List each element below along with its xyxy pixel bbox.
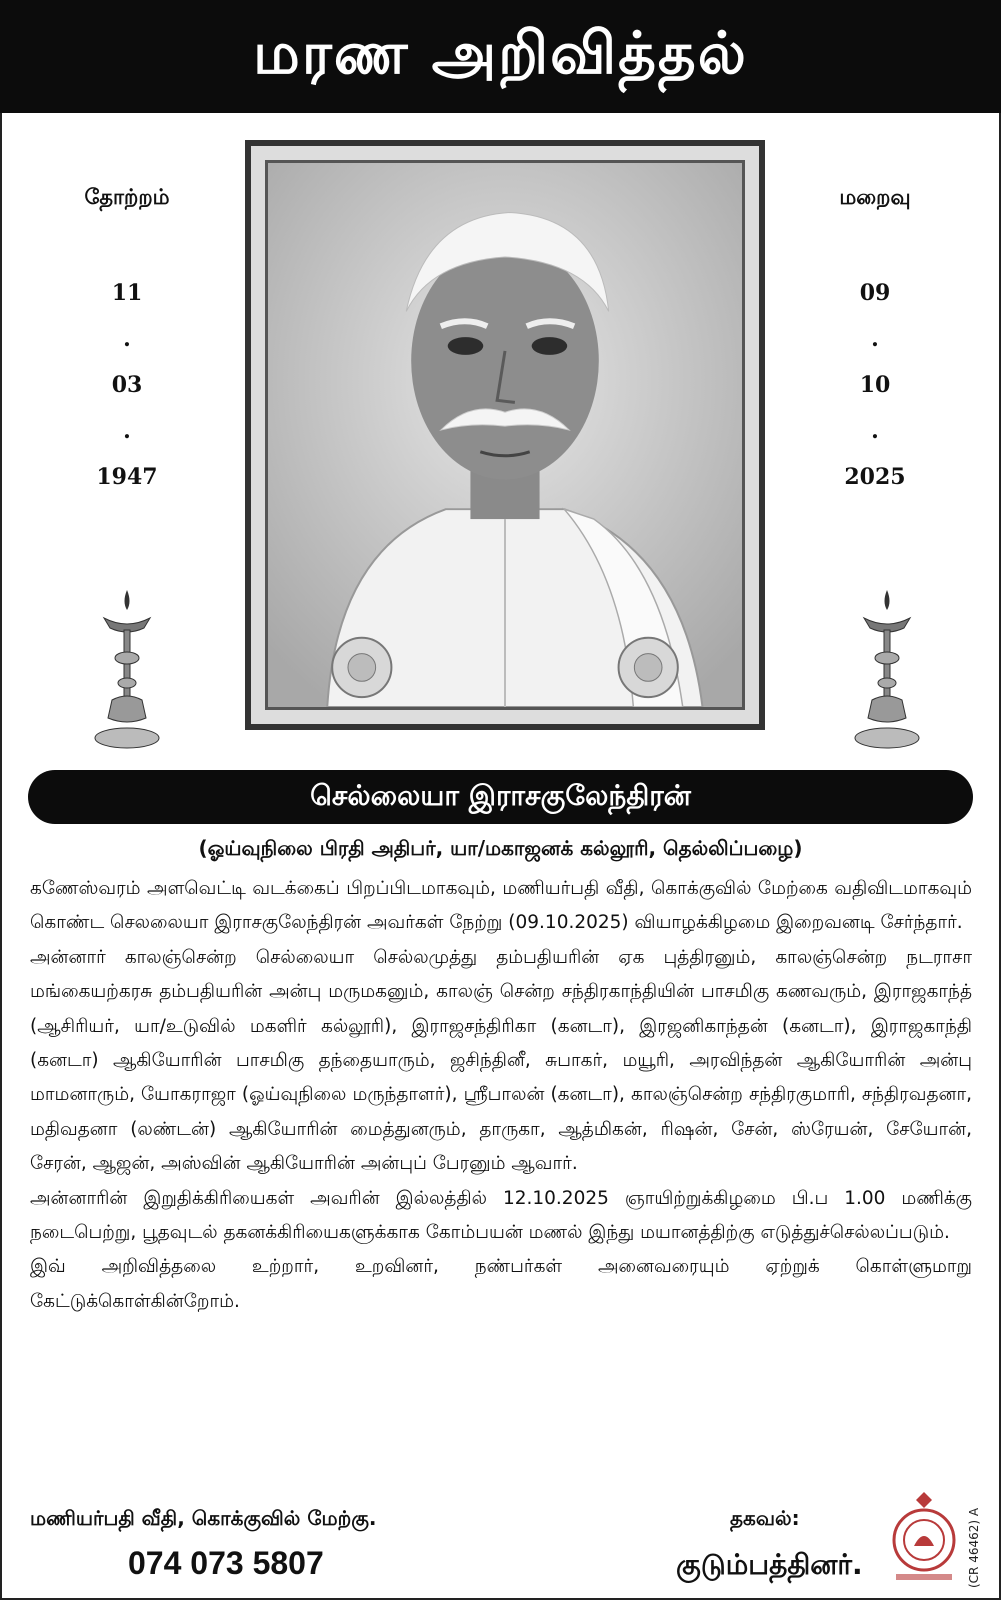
footer-phone: 074 073 5807	[128, 1545, 324, 1581]
footer-info-label: தகவல்:	[730, 1506, 800, 1530]
body-paragraph: இவ் அறிவித்தலை உற்றார், உறவினர், நண்பர்கள் அனைவரையும் ஏற்றுக் கொள்ளுமாறு கேட்டுக்கொள்கின்றோம்.	[30, 1256, 972, 1312]
death-label: மறைவு	[839, 185, 911, 209]
birth-sep-1: .	[123, 326, 131, 352]
death-sep-2: .	[871, 418, 879, 444]
death-year: 2025	[844, 464, 906, 490]
body-paragraph: அன்னாரின் இறுதிக்கிரியைகள் அவரின் இல்லத்தில் 12.10.2025 ஞாயிற்றுக்கிழமை பி.ப 1.00 மணிக்கு நடைபெற்று, பூதவுடல் தகனக்கிரியைகளுக்காக கோம்பயன் மணல் இந்து மயானத்திற்கு எடுத்துச்செல்லப்படும்.	[30, 1187, 972, 1244]
birth-month: 03	[111, 372, 143, 398]
seal-icon	[888, 1488, 960, 1584]
header-banner	[0, 0, 1001, 113]
body-paragraph: கணேஸ்வரம் அளவெட்டி வடக்கைப் பிறப்பிடமாகவும், மணியர்பதி வீதி, கொக்குவில் மேற்கை வதிவிடமாகவும் கொண்ட செலலையா இராசகுலேந்திரன் அவர்கள் நேற்று (09.10.2025) வியாழக்கிழமை இறைவனடி சேர்ந்தார்.	[30, 878, 972, 934]
name-banner	[28, 770, 973, 824]
oil-lamp-icon	[852, 588, 922, 753]
birth-sep-2: .	[123, 418, 131, 444]
footer-address: மணியர்பதி வீதி, கொக்குவில் மேற்கு.	[30, 1506, 377, 1530]
notice-title: மரண அறிவித்தல்	[253, 18, 748, 87]
birth-year: 1947	[96, 464, 158, 490]
body-paragraph: அன்னார் காலஞ்சென்ற செல்லையா செல்லமுத்து தம்பதியரின் ஏக புத்திரனும், காலஞ்சென்ற நடராசா மங்கையற்கரசு தம்பதியரின் அன்பு மருமகனும், காலஞ் சென்ற சந்திரகாந்தியின் பாசமிகு கணவரும், இராஜகாந்த் (ஆசிரியர், யா/உடுவில் மகளிர் கல்லூரி), இராஜசந்திரிகா (கனடா), இரஜனிகாந்தன் (கனடா), இராஜகாந்தி (கனடா) ஆகியோரின் பாசமிகு தந்தையாரும், ஜசிந்தினீ, சுபாகர், மயூரி, அரவிந்தன் ஆகியோரின் அன்பு மாமனாரும், யோகராஜா (ஓய்வுநிலை மருந்தாளர்), ஸ்ரீபாலன் (கனடா), காலஞ்சென்ற சந்திரகுமாரி, சந்திரவதனா, மதிவதனா (லண்டன்) ஆகியோரின் மைத்துனரும், தாருகா, ஆத்மிகன், ரிஷன், சேன், ஸ்ரேயன், சேயோன், சேரன், ஆஜன், அஸ்வின் ஆகியோரின் அன்புப் பேரனும் ஆவார்.	[30, 946, 972, 1175]
deceased-designation: (ஓய்வுநிலை பிரதி அதிபர், யா/மகாஜனக் கல்லூரி, தெல்லிப்பழை)	[198, 836, 803, 860]
birth-label: தோற்றம்	[84, 185, 170, 209]
ad-code-text: (CR 46462) A	[967, 1507, 981, 1588]
deceased-name: செல்லையா இராசகுலேந்திரன்	[310, 778, 691, 812]
portrait-illustration	[268, 163, 742, 707]
notice-body	[30, 872, 972, 1319]
footer-family: குடும்பத்தினர்.	[676, 1548, 863, 1581]
birth-day: 11	[111, 280, 143, 306]
portrait-photo	[265, 160, 745, 710]
death-date-column	[810, 185, 940, 500]
birth-date-column	[62, 185, 192, 500]
portrait-frame	[245, 140, 765, 730]
ad-code	[962, 1500, 986, 1590]
death-day: 09	[859, 280, 891, 306]
death-sep-1: .	[871, 326, 879, 352]
death-month: 10	[859, 372, 891, 398]
oil-lamp-icon	[92, 588, 162, 753]
